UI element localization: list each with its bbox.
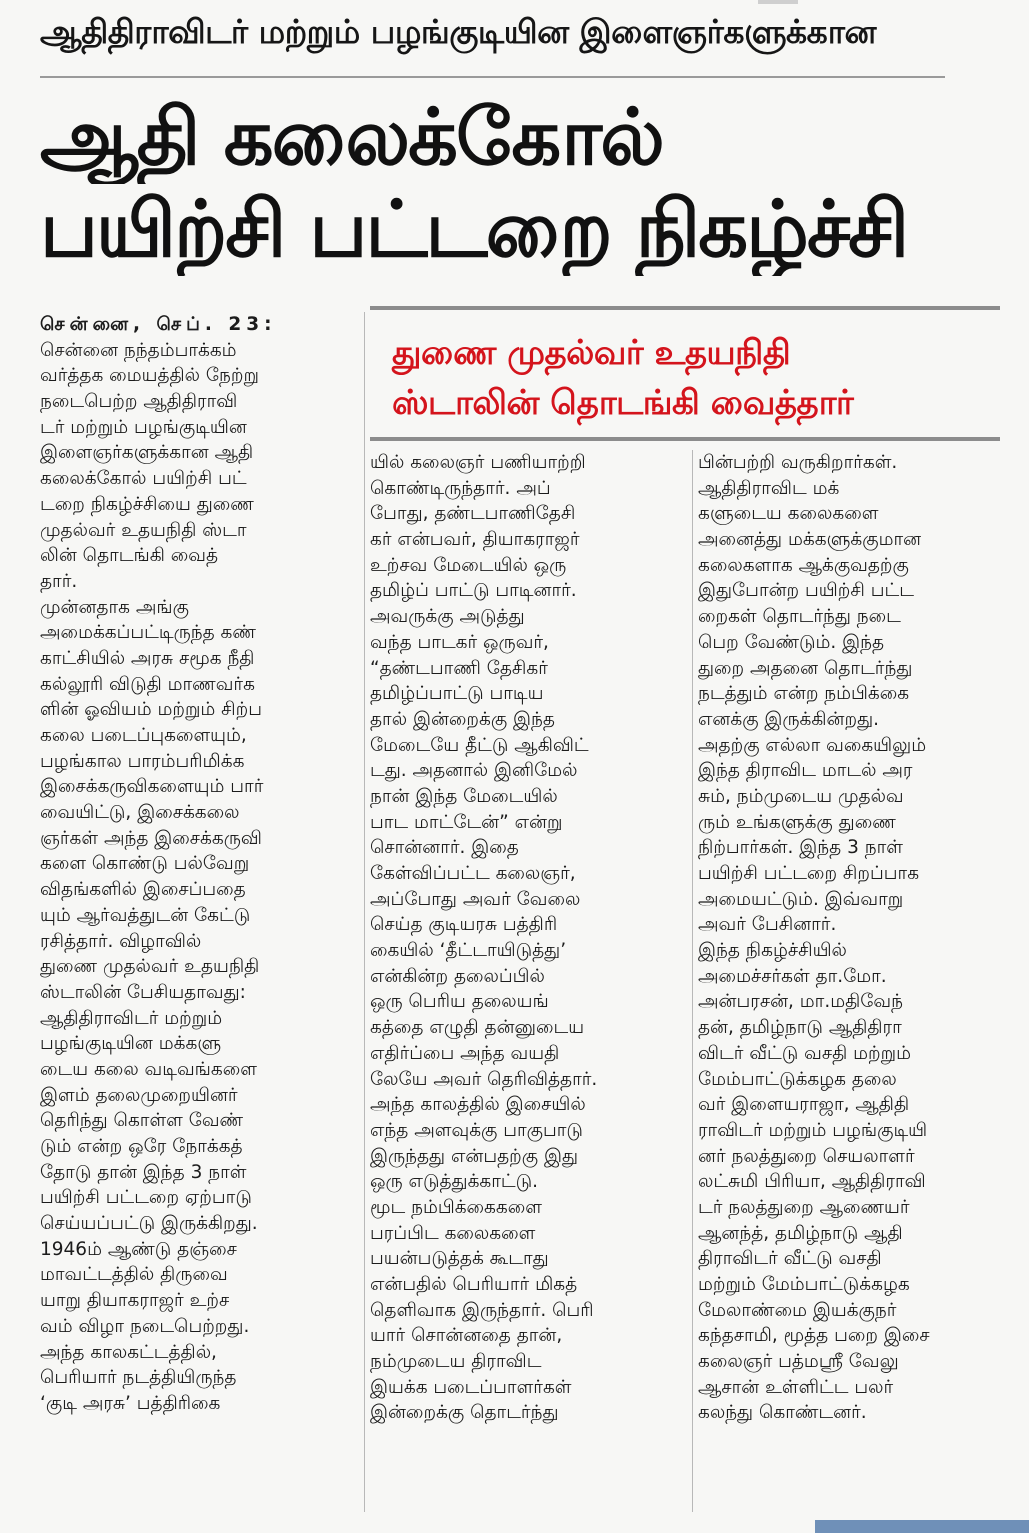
article-text-line: வர்த்தக மையத்தில் நேற்று	[40, 365, 259, 387]
article-text-line: துறை அதனை தொடர்ந்து	[698, 657, 913, 679]
article-text-line: அமைச்சர்கள் தா.மோ.	[698, 965, 887, 987]
article-text-line: கலைகளாக ஆக்குவதற்கு	[698, 554, 909, 576]
article-text-line: பயிற்சி பட்டறை ஏற்பாடு	[40, 1187, 252, 1209]
article-text-line: இசைக்கருவிகளையும் பார்	[40, 776, 264, 798]
article-text-line: தால் இன்றைக்கு இந்த	[370, 708, 555, 730]
article-text-line: ஆதிதிராவிட மக்	[698, 477, 840, 499]
article-text-line: ளின் ஓவியம் மற்றும் சிற்ப	[40, 699, 263, 721]
article-text-line: ஒரு பெரிய தலையங்	[370, 991, 549, 1013]
article-text-line: கையில் ‘தீட்டாயிடுத்து’	[370, 940, 567, 962]
article-text-line: கலந்து கொண்டனர்.	[698, 1402, 867, 1424]
article-text-line: டர் மற்றும் பழங்குடியின	[40, 416, 247, 438]
article-text-line: ரும் உங்களுக்கு துணை	[698, 811, 896, 833]
article-text-line: ஆசான் உள்ளிட்ட பலர்	[698, 1376, 894, 1398]
article-text-line: அமையட்டும். இவ்வாறு	[698, 888, 904, 910]
article-text-line: அந்த காலகட்டத்தில்,	[40, 1341, 217, 1363]
article-text-line: கலைஞர் பத்மஸ்ரீ வேலு	[698, 1351, 899, 1373]
article-text-line: அந்த காலத்தில் இசையில்	[370, 1094, 586, 1116]
article-text-line: யார் சொன்னதை தான்,	[370, 1325, 563, 1347]
article-text-line: மேடையே தீட்டு ஆகிவிட்	[370, 734, 589, 756]
headline-line-2: பயிற்சி பட்டறை நிகழ்ச்சி	[40, 185, 908, 275]
article-text-line: விதங்களில் இசைப்பதை	[40, 879, 246, 901]
article-text-line: டது. அதனால் இனிமேல்	[370, 760, 578, 782]
article-text-line: பயிற்சி பட்டறை சிறப்பாக	[698, 863, 920, 884]
article-text-line: ரசித்தார். விழாவில்	[40, 930, 202, 952]
column-divider-2	[692, 450, 693, 1512]
article-text-line: மற்றும் மேம்பாட்டுக்கழக	[698, 1274, 910, 1295]
article-text-line: 1946ம் ஆண்டு தஞ்சை	[40, 1238, 237, 1260]
article-column-3	[698, 450, 1008, 1515]
article-text-line: டறை நிகழ்ச்சியை துணை	[40, 493, 254, 515]
article-text-line: ஞர்கள் அந்த இசைக்கருவி	[40, 827, 262, 849]
article-column-2	[370, 450, 688, 1515]
article-text-line: முதல்வர் உதயநிதி ஸ்டா	[40, 519, 247, 541]
corner-accent-bar	[815, 1520, 1029, 1533]
article-text-line: றைகள் தொடர்ந்து நடை	[698, 606, 901, 628]
article-text-line: மூட நம்பிக்கைகளை	[370, 1196, 542, 1218]
article-text-line: செய்த குடியரசு பத்திரி	[370, 914, 558, 936]
article-text-line: கல்லூரி விடுதி மாணவர்க	[40, 673, 255, 695]
article-text-line: ஒரு எடுத்துக்காட்டு.	[370, 1171, 539, 1193]
article-text-line: செய்யப்பட்டு இருக்கிறது.	[40, 1213, 258, 1235]
article-text-line: யாறு தியாகராஜர் உற்ச	[40, 1290, 230, 1312]
article-text-line: தோடு தான் இந்த 3 நாள்	[40, 1161, 247, 1183]
subheadline	[392, 328, 992, 428]
article-text-line: லட்சுமி பிரியா, ஆதிதிராவி	[698, 1171, 926, 1193]
article-text-line: தமிழ்ப் பாட்டு பாடினார்.	[370, 580, 577, 602]
article-text-line: களை கொண்டு பல்வேறு	[40, 853, 250, 875]
dateline: சென்னை, செப். 23:	[40, 314, 277, 335]
article-text-line: ஆதிதிராவிடர் மற்றும்	[40, 1007, 223, 1029]
article-text-line: இயக்க படைப்பாளர்கள்	[370, 1376, 572, 1398]
article-text-line: அவர் பேசினார்.	[698, 914, 837, 936]
article-text-line: இளைஞர்களுக்கான ஆதி	[40, 442, 254, 464]
article-text-line: இதுபோன்ற பயிற்சி பட்ட	[698, 580, 914, 602]
article-text-line: கத்தை எழுதி தன்னுடைய	[370, 1017, 585, 1039]
article-text-line: தமிழ்ப்பாட்டு பாடிய	[370, 683, 544, 705]
article-text-line: துணை முதல்வர் உதயநிதி	[40, 956, 260, 978]
article-text-line: பயன்படுத்தக் கூடாது	[370, 1248, 549, 1270]
article-text-line: காட்சியில் அரசு சமூக நீதி	[40, 647, 255, 669]
article-text-line: ஸ்டாலின் பேசியதாவது:	[40, 981, 246, 1003]
article-text-line: தெளிவாக இருந்தார். பெரி	[370, 1299, 594, 1321]
article-text-line: மாவட்டத்தில் திருவை	[40, 1264, 228, 1286]
article-text-line: என்கின்ற தலைப்பில்	[370, 965, 545, 987]
article-text-line: டும் என்ற ஒரே நோக்கத்	[40, 1136, 243, 1157]
article-text-line: வையிட்டு, இசைக்கலை	[40, 802, 240, 824]
kicker-divider	[40, 76, 945, 78]
article-text-line: கர் என்பவர், தியாகராஜர்	[370, 529, 580, 551]
article-text-line: இந்த நிகழ்ச்சியில்	[698, 940, 847, 962]
article-text-line: யும் ஆர்வத்துடன் கேட்டு	[40, 904, 251, 926]
headline-line-1: ஆதி கலைக்கோல்	[40, 93, 663, 183]
article-text-line: தெரிந்து கொள்ள வேண்	[40, 1110, 244, 1132]
article-text-line: டர் நலத்துறை ஆணையர்	[698, 1196, 910, 1218]
article-text-line: அதற்கு எல்லா வகையிலும்	[698, 734, 927, 756]
article-text-line: பழங்கால பாரம்பரிமிக்க	[40, 750, 245, 772]
article-text-line: சொன்னார். இதை	[370, 837, 519, 859]
article-text-line: கலை படைப்புகளையும்,	[40, 725, 247, 746]
article-text-line: இன்றைக்கு தொடர்ந்து	[370, 1402, 559, 1424]
column-divider-1	[364, 312, 365, 1512]
article-text-line: னர் நலத்துறை செயலாளர்	[698, 1145, 915, 1167]
article-text-line: பரப்பிட கலைகளை	[370, 1222, 536, 1244]
article-text-line: பழங்குடியின மக்களு	[40, 1033, 222, 1055]
article-text-line: விடர் வீட்டு வசதி மற்றும்	[698, 1042, 911, 1064]
article-text-line: மேலாண்மை இயக்குநர்	[698, 1299, 897, 1321]
article-text-line: மேம்பாட்டுக்கழக தலை	[698, 1068, 897, 1090]
subhead-line-2: ஸ்டாலின் தொடங்கி வைத்தார்	[392, 383, 854, 423]
article-text-line: நடைபெற்ற ஆதிதிராவி	[40, 391, 238, 413]
article-text-line: பின்பற்றி வருகிறார்கள்.	[698, 452, 898, 473]
article-text-line: சும், நம்முடைய முதல்வ	[698, 785, 904, 807]
article-text-line: அன்பரசன், மா.மதிவேந்	[698, 991, 903, 1013]
article-text-line: ஆனந்த், தமிழ்நாடு ஆதி	[698, 1222, 903, 1244]
top-edge-mark	[758, 0, 798, 4]
article-text-line: கேள்விப்பட்ட கலைஞர்,	[370, 863, 576, 884]
article-text-line: எனக்கு இருக்கின்றது.	[698, 708, 880, 730]
article-text-line: எந்த அளவுக்கு பாகுபாடு	[370, 1119, 583, 1141]
article-text-line: கொண்டிருந்தார். அப்	[370, 477, 551, 499]
article-text-line: திராவிடர் வீட்டு வசதி	[698, 1248, 882, 1270]
article-text-line: கந்தசாமி, மூத்த பறை இசை	[698, 1325, 930, 1347]
article-text-line: அனைத்து மக்களுக்குமான	[698, 529, 922, 551]
kicker-heading: ஆதிதிராவிடர் மற்றும் பழங்குடியின இளைஞர்களுக்கான	[40, 12, 876, 51]
article-text-line: நான் இந்த மேடையில்	[370, 785, 558, 807]
main-headline	[40, 92, 1000, 276]
article-text-line: யில் கலைஞர் பணியாற்றி	[370, 452, 586, 473]
article-text-line: நடத்தும் என்ற நம்பிக்கை	[698, 683, 910, 705]
article-text-line: உற்சவ மேடையில் ஒரு	[370, 554, 567, 576]
article-text-line: அவருக்கு அடுத்து	[370, 606, 525, 628]
article-text-line: எதிர்ப்பை அந்த வயதி	[370, 1042, 560, 1064]
article-text-line: டைய கலை வடிவங்களை	[40, 1058, 257, 1080]
subhead-bottom-rule	[370, 437, 1000, 441]
article-text-line: பெரியார் நடத்தியிருந்த	[40, 1367, 237, 1389]
article-text-line: போது, தண்டபாணிதேசி	[370, 503, 576, 525]
article-text-line: லேயே அவர் தெரிவித்தார்.	[370, 1068, 598, 1090]
article-text-line: தன், தமிழ்நாடு ஆதிதிரா	[698, 1017, 902, 1039]
article-text-line: அப்போது அவர் வேலை	[370, 888, 581, 910]
article-text-line: இருந்தது என்பதற்கு இது	[370, 1145, 579, 1167]
article-text-line: கலைக்கோல் பயிற்சி பட்	[40, 468, 247, 490]
article-text-line: என்பதில் பெரியார் மிகத்	[370, 1274, 578, 1295]
article-text-line: தார்.	[40, 570, 78, 592]
article-text-line: “தண்டபாணி தேசிகர்	[370, 657, 548, 679]
article-text-line: சென்னை நந்தம்பாக்கம்	[40, 339, 237, 361]
article-text-line: ‘குடி அரசு’ பத்திரிகை	[40, 1392, 221, 1414]
article-text-line: முன்னதாக அங்கு	[40, 596, 189, 618]
article-text-line: பாட மாட்டேன்” என்று	[370, 811, 563, 833]
article-text-line: களுடைய கலைகளை	[698, 503, 879, 525]
article-text-line: வர் இளையராஜா, ஆதிதி	[698, 1094, 910, 1116]
article-text-line: பெற வேண்டும். இந்த	[698, 631, 885, 653]
article-text-line: அமைக்கப்பட்டிருந்த கண்	[40, 622, 256, 644]
article-text-line: ராவிடர் மற்றும் பழங்குடியி	[698, 1119, 928, 1141]
article-text-line: லின் தொடங்கி வைத்	[40, 545, 219, 567]
article-column-1	[40, 312, 358, 1517]
article-text-line: இந்த திராவிட மாடல் அர	[698, 760, 913, 782]
article-text-line: நம்முடைய திராவிட	[370, 1351, 542, 1373]
article-text-line: நிற்பார்கள். இந்த 3 நாள்	[698, 837, 903, 859]
article-text-line: வம் விழா நடைபெற்றது.	[40, 1315, 250, 1337]
subhead-top-rule	[370, 306, 1000, 310]
article-text-line: வந்த பாடகர் ஒருவர்,	[370, 631, 549, 653]
subhead-line-1: துணை முதல்வர் உதயநிதி	[392, 333, 791, 373]
article-text-line: இளம் தலைமுறையினர்	[40, 1084, 238, 1106]
